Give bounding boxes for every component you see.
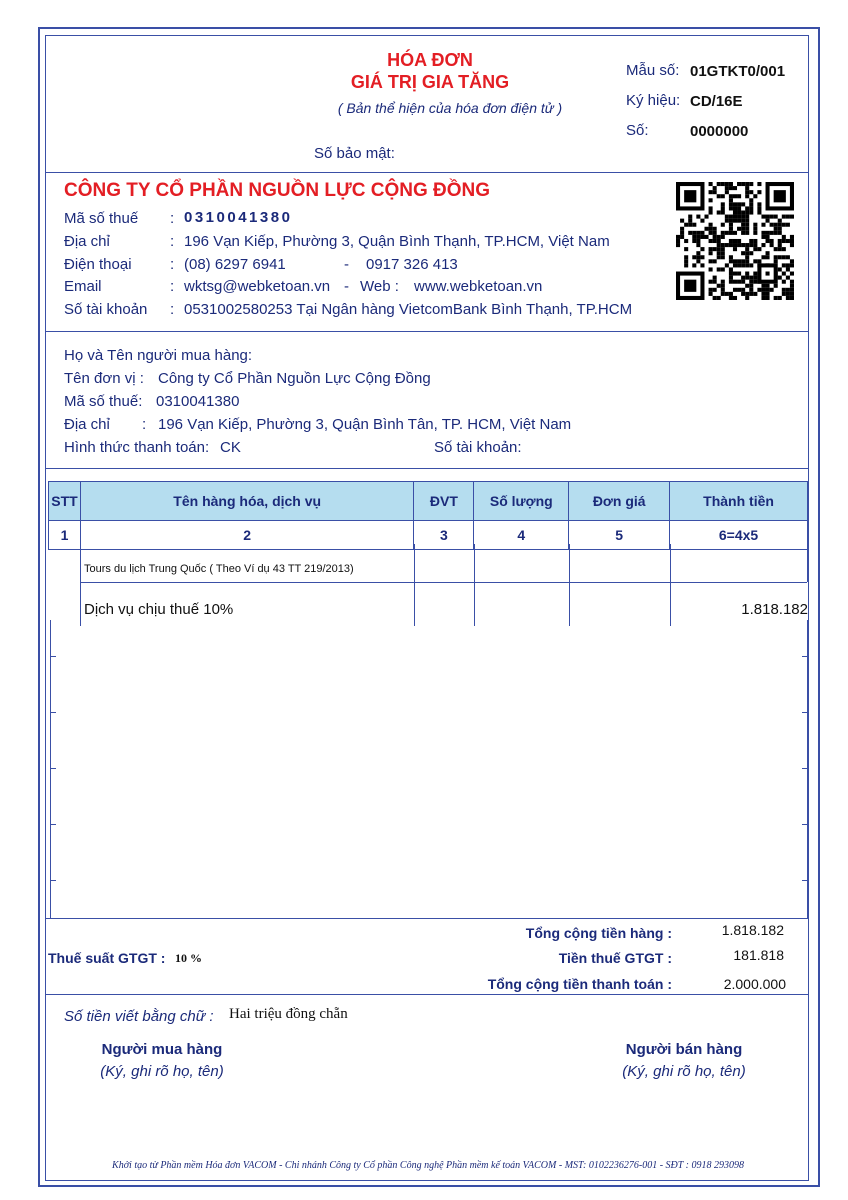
- dash: -: [344, 278, 349, 295]
- invoice-subtitle: ( Bản thể hiện của hóa đơn điện tử ): [337, 100, 563, 116]
- invoice-title-line1: HÓA ĐƠN: [387, 50, 473, 70]
- seller-web-value: www.webketoan.vn: [414, 278, 543, 295]
- amount-in-words-label: Số tiền viết bằng chữ :: [64, 1008, 214, 1025]
- buyer-tax-label: Mã số thuế:: [64, 393, 143, 410]
- buyer-signature-title: Người mua hàng: [101, 1041, 223, 1058]
- invoice-number-value: 0000000: [690, 123, 749, 140]
- separator-seller: [45, 331, 809, 332]
- index-cell: 3: [414, 521, 474, 550]
- index-cell: 6=4x5: [670, 521, 808, 550]
- col-header-name: Tên hàng hóa, dịch vụ: [80, 482, 413, 521]
- seller-tax-label: Mã số thuế: [64, 210, 139, 227]
- item-name: Tours du lịch Trung Quốc ( Theo Ví dụ 43 TT 219/2013): [84, 563, 354, 575]
- payment-method-value: CK: [220, 439, 241, 456]
- tick: [802, 824, 808, 825]
- buyer-tax-value: 0310041380: [156, 393, 240, 410]
- serial-value: CD/16E: [690, 93, 743, 110]
- buyer-name-label: Họ và Tên người mua hàng:: [64, 347, 253, 364]
- separator-buyer: [45, 468, 809, 469]
- colon: :: [170, 278, 175, 295]
- column-line: [474, 544, 475, 626]
- tick: [802, 712, 808, 713]
- seller-tax-value: 0310041380: [184, 209, 293, 226]
- separator-header: [45, 172, 809, 173]
- tick: [50, 656, 56, 657]
- vat-amount-value: 181.818: [733, 947, 784, 963]
- colon: :: [142, 416, 147, 433]
- payment-method-label: Hình thức thanh toán:: [64, 439, 210, 456]
- column-line: [569, 544, 570, 626]
- seller-phone-label: Điện thoại: [64, 256, 132, 273]
- qr-code-icon: [676, 182, 794, 300]
- col-header-quantity: Số lượng: [474, 482, 569, 521]
- col-header-stt: STT: [49, 482, 81, 521]
- seller-account-label: Số tài khoản: [64, 301, 148, 318]
- tick: [50, 880, 56, 881]
- table-header-row: [49, 482, 808, 521]
- col-header-unit: ĐVT: [414, 482, 474, 521]
- tick: [802, 768, 808, 769]
- tick: [50, 712, 56, 713]
- colon: :: [170, 256, 175, 273]
- items-table: [48, 481, 808, 550]
- seller-company-name: CÔNG TY CỔ PHẦN NGUỒN LỰC CỘNG ĐỒNG: [64, 180, 491, 201]
- body-left-line: [50, 620, 51, 918]
- colon: :: [170, 233, 175, 250]
- seller-address-value: 196 Vạn Kiếp, Phường 3, Quận Bình Thạnh, TP.HCM, Việt Nam: [184, 233, 610, 250]
- column-line: [80, 544, 81, 626]
- vat-rate-label: Thuế suất GTGT :: [48, 950, 166, 966]
- buyer-unit-value: Công ty Cổ Phần Nguồn Lực Cộng Đồng: [158, 370, 431, 387]
- separator-totals: [45, 994, 809, 995]
- serial-label: Ký hiệu:: [626, 92, 681, 109]
- grand-total-label: Tổng cộng tiền thanh toán :: [487, 976, 672, 992]
- amount-in-words-value: Hai triệu đồng chẵn: [229, 1006, 348, 1022]
- dash: -: [344, 256, 349, 273]
- item-name: Dịch vụ chịu thuế 10%: [84, 601, 234, 618]
- tick: [802, 880, 808, 881]
- index-cell: 5: [569, 521, 670, 550]
- index-cell: 1: [49, 521, 81, 550]
- seller-signature-title: Người bán hàng: [625, 1041, 743, 1058]
- seller-phone-value-2: 0917 326 413: [366, 256, 458, 273]
- subtotal-label: Tổng cộng tiền hàng :: [525, 925, 672, 941]
- invoice-title-line2: GIÁ TRỊ GIA TĂNG: [350, 72, 510, 92]
- separator-items: [45, 918, 809, 919]
- vat-rate-value: 10 %: [175, 951, 202, 965]
- subtotal-value: 1.818.182: [721, 922, 784, 938]
- column-line: [670, 544, 671, 626]
- seller-signature-note: (Ký, ghi rõ họ, tên): [622, 1063, 746, 1080]
- software-footer: Khởi tạo từ Phần mềm Hóa đơn VACOM - Chi nhánh Công ty Cổ phần Công nghệ Phần mềm kế toán VACOM - MST: 0102236276-001 - SĐT : 0918 293098: [112, 1160, 744, 1171]
- buyer-unit-label: Tên đơn vị :: [64, 370, 144, 387]
- seller-address-label: Địa chỉ: [64, 233, 110, 250]
- tick: [802, 656, 808, 657]
- seller-account-value: 0531002580253 Tại Ngân hàng VietcomBank Bình Thạnh, TP.HCM: [184, 301, 633, 318]
- seller-email-value: wktsg@webketoan.vn: [184, 278, 331, 295]
- table-index-row: [49, 521, 808, 550]
- buyer-account-label: Số tài khoản:: [434, 439, 522, 456]
- column-line: [414, 544, 415, 626]
- invoice-number-label: Số:: [626, 122, 649, 139]
- seller-phone-value: (08) 6297 6941: [184, 256, 286, 273]
- colon: :: [170, 301, 175, 318]
- form-number-label: Mẫu số:: [626, 62, 680, 79]
- col-header-amount: Thành tiền: [670, 482, 808, 521]
- index-cell: 2: [80, 521, 413, 550]
- col-header-unit-price: Đơn giá: [569, 482, 670, 521]
- tick: [50, 824, 56, 825]
- form-number-value: 01GTKT0/001: [690, 63, 786, 80]
- security-code-label: Số bảo mật:: [314, 145, 395, 162]
- body-right-line: [807, 620, 808, 918]
- tick: [50, 768, 56, 769]
- seller-email-label: Email: [64, 278, 102, 295]
- buyer-address-label: Địa chỉ: [64, 416, 110, 433]
- grand-total-value: 2.000.000: [723, 976, 786, 992]
- colon: :: [170, 210, 175, 227]
- item-amount: 1.818.182: [741, 601, 808, 618]
- row-line: [80, 582, 807, 583]
- index-cell: 4: [474, 521, 569, 550]
- buyer-signature-note: (Ký, ghi rõ họ, tên): [100, 1063, 224, 1080]
- column-line: [807, 544, 808, 582]
- vat-amount-label: Tiền thuế GTGT :: [558, 950, 672, 966]
- seller-web-label: Web :: [360, 278, 399, 295]
- buyer-address-value: 196 Vạn Kiếp, Phường 3, Quận Bình Tân, TP. HCM, Việt Nam: [158, 416, 572, 433]
